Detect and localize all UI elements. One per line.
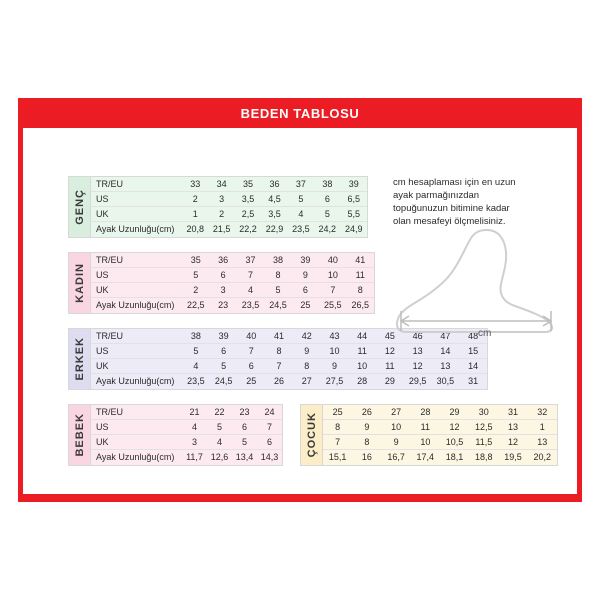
cell: 10 <box>411 435 440 450</box>
cell: 31 <box>498 405 527 420</box>
cell: 9 <box>321 359 349 374</box>
cell: 4 <box>182 359 210 374</box>
cell: 3,5 <box>235 192 261 207</box>
cell: 6 <box>292 283 319 298</box>
cell: 12 <box>498 435 527 450</box>
table-row <box>91 207 367 222</box>
table-row <box>91 450 282 465</box>
cell: 10 <box>348 359 376 374</box>
row-head: UK <box>91 435 182 450</box>
cell: 25 <box>300 300 311 310</box>
cell: 35 <box>235 177 261 192</box>
table-row <box>323 450 557 465</box>
cell: 11 <box>348 344 376 359</box>
cell: 12,5 <box>469 420 498 435</box>
cell: 7 <box>237 268 264 283</box>
cell: 23,5 <box>187 376 205 386</box>
cell: 11 <box>376 359 404 374</box>
cell: 6 <box>257 435 282 450</box>
cell: 3 <box>182 435 207 450</box>
cell: 2 <box>208 207 234 222</box>
cell: 38 <box>182 329 210 344</box>
cell: 32 <box>528 405 557 420</box>
cell: 25,5 <box>324 300 342 310</box>
page-title <box>23 98 577 128</box>
cell: 29 <box>384 376 395 386</box>
table-row <box>323 405 557 420</box>
cell: 29 <box>440 405 469 420</box>
size-chart-sheet <box>18 98 582 502</box>
table-row <box>91 268 374 283</box>
cell: 48 <box>459 329 487 344</box>
cell: 10 <box>321 344 349 359</box>
cell: 23 <box>218 300 229 310</box>
table-row <box>91 435 282 450</box>
table-row <box>91 177 367 192</box>
cell: 4 <box>182 420 207 435</box>
size-table-cocuk <box>300 404 558 466</box>
cell: 12 <box>376 344 404 359</box>
measurement-note: cm hesaplaması için en uzun ayak parmağınızdan topuğunuzun bitimine kadar olan mesafeyi ölçmelisiniz. <box>393 177 516 227</box>
cell: 39 <box>210 329 238 344</box>
size-table-cocuk-label <box>301 405 323 465</box>
cell: 8 <box>293 359 321 374</box>
cell: 8 <box>323 420 352 435</box>
cell: 38 <box>314 177 340 192</box>
cell: 12 <box>404 359 432 374</box>
cell: 4 <box>288 207 314 222</box>
cell: 17,4 <box>416 452 435 462</box>
cell: 13 <box>431 359 459 374</box>
table-row <box>323 435 557 450</box>
cell: 5 <box>210 359 238 374</box>
cell: 7 <box>237 344 265 359</box>
cell: 24,9 <box>345 224 363 234</box>
chart-content <box>23 128 577 494</box>
cell: 30 <box>469 405 498 420</box>
page-title-text: BEDEN TABLOSU <box>240 105 360 121</box>
cell: 31 <box>468 376 479 386</box>
cell: 21,5 <box>212 224 231 234</box>
cell: 5 <box>182 344 210 359</box>
row-head: TR/EU <box>91 253 182 268</box>
cell: 7 <box>323 435 352 450</box>
cell: 11 <box>347 268 374 283</box>
cell: 8 <box>264 268 291 283</box>
row-head: UK <box>91 207 182 222</box>
size-table-genc <box>68 176 368 238</box>
cell: 44 <box>348 329 376 344</box>
row-head: Ayak Uzunluğu(cm) <box>96 300 175 310</box>
cell: 24,2 <box>318 224 337 234</box>
size-table-cocuk-label-text: ÇOCUK <box>305 412 318 458</box>
size-table-kadin-grid <box>91 253 374 313</box>
cell: 5 <box>182 268 209 283</box>
table-row <box>91 283 374 298</box>
cell: 5 <box>314 207 340 222</box>
cell: 24,5 <box>269 300 287 310</box>
cell: 47 <box>431 329 459 344</box>
table-row <box>91 298 374 313</box>
table-row <box>91 374 487 389</box>
row-head: US <box>91 420 182 435</box>
row-head: Ayak Uzunluğu(cm) <box>96 452 175 462</box>
cell: 29,5 <box>408 376 427 386</box>
size-table-genc-label <box>69 177 91 237</box>
cell: 10 <box>381 420 410 435</box>
cell: 15,1 <box>328 452 347 462</box>
cell: 14,3 <box>260 452 279 462</box>
table-row <box>91 405 282 420</box>
cell: 5,5 <box>341 207 367 222</box>
size-table-bebek-grid <box>91 405 282 465</box>
cell: 34 <box>208 177 234 192</box>
cell: 10 <box>319 268 346 283</box>
cell: 6 <box>314 192 340 207</box>
row-head: TR/EU <box>91 177 182 192</box>
cell: 38 <box>264 253 291 268</box>
cell: 8 <box>265 344 293 359</box>
size-table-kadin-label-text: KADIN <box>73 263 86 303</box>
cell: 23,5 <box>241 300 260 310</box>
size-table-bebek <box>68 404 283 466</box>
cell: 8 <box>347 283 374 298</box>
cell: 36 <box>209 253 236 268</box>
size-table-erkek-label <box>69 329 91 389</box>
cell: 11,5 <box>469 435 498 450</box>
cell: 26,5 <box>351 300 370 310</box>
cell: 41 <box>265 329 293 344</box>
row-head: Ayak Uzunluğu(cm) <box>96 376 175 386</box>
table-row <box>91 192 367 207</box>
cell: 7 <box>257 420 282 435</box>
cell: 26 <box>352 405 381 420</box>
cell: 18,1 <box>445 452 464 462</box>
cell: 11 <box>411 420 440 435</box>
row-head: UK <box>91 359 182 374</box>
cell: 28 <box>411 405 440 420</box>
cell: 3 <box>209 283 236 298</box>
cell: 35 <box>182 253 209 268</box>
size-table-bebek-label <box>69 405 91 465</box>
cell: 6 <box>232 420 257 435</box>
row-head: Ayak Uzunluğu(cm) <box>96 224 175 234</box>
cell: 2 <box>182 283 209 298</box>
cell: 24 <box>257 405 282 420</box>
cell: 1 <box>182 207 208 222</box>
footer-bar <box>23 494 577 502</box>
cell: 22,5 <box>186 300 205 310</box>
cell: 4 <box>207 435 232 450</box>
cell: 46 <box>404 329 432 344</box>
cell: 21 <box>182 405 207 420</box>
cell: 12 <box>440 420 469 435</box>
cell: 43 <box>321 329 349 344</box>
cell: 14 <box>431 344 459 359</box>
cell: 16,7 <box>387 452 405 462</box>
cell: 39 <box>292 253 319 268</box>
cell: 25 <box>246 376 257 386</box>
cell: 40 <box>319 253 346 268</box>
table-row <box>91 359 487 374</box>
cell: 23,5 <box>292 224 310 234</box>
cell: 27 <box>301 376 312 386</box>
cell: 25 <box>323 405 352 420</box>
size-table-kadin-label <box>69 253 91 313</box>
cell: 4,5 <box>261 192 287 207</box>
cell: 33 <box>182 177 208 192</box>
size-table-bebek-label-text: BEBEK <box>73 413 86 457</box>
cell: 13,4 <box>235 452 254 462</box>
row-head: UK <box>91 283 182 298</box>
cell: 13 <box>498 420 527 435</box>
size-table-genc-grid <box>91 177 367 237</box>
size-table-kadin <box>68 252 375 314</box>
cell: 22,2 <box>239 224 257 234</box>
cell: 24,5 <box>214 376 233 386</box>
cell: 9 <box>381 435 410 450</box>
cell: 2,5 <box>235 207 261 222</box>
table-row <box>91 222 367 237</box>
cell: 5 <box>288 192 314 207</box>
cell: 8 <box>352 435 381 450</box>
cell: 6 <box>237 359 265 374</box>
cell: 6 <box>210 344 238 359</box>
cell: 3 <box>208 192 234 207</box>
row-head: US <box>91 192 182 207</box>
cell: 15 <box>459 344 487 359</box>
table-row <box>91 420 282 435</box>
cell: 4 <box>237 283 264 298</box>
row-head: TR/EU <box>91 329 182 344</box>
cell: 9 <box>293 344 321 359</box>
row-head: TR/EU <box>91 405 182 420</box>
cell: 20,8 <box>186 224 204 234</box>
cell: 45 <box>376 329 404 344</box>
cell: 12,6 <box>210 452 229 462</box>
cell: 23 <box>232 405 257 420</box>
cell: 5 <box>207 420 232 435</box>
size-table-erkek-label-text: ERKEK <box>73 337 86 381</box>
table-row <box>91 253 374 268</box>
cell: 14 <box>459 359 487 374</box>
cell: 1 <box>528 420 557 435</box>
cell: 16 <box>361 452 372 462</box>
cell: 6,5 <box>341 192 367 207</box>
cell: 2 <box>182 192 208 207</box>
cell: 7 <box>319 283 346 298</box>
size-table-genc-label-text: GENÇ <box>73 189 86 225</box>
cell: 5 <box>264 283 291 298</box>
cell: 20,2 <box>533 452 552 462</box>
cell: 37 <box>237 253 264 268</box>
size-table-cocuk-grid <box>323 405 557 465</box>
cell: 18,8 <box>475 452 493 462</box>
cell: 5 <box>232 435 257 450</box>
cell: 39 <box>341 177 367 192</box>
cell: 7 <box>265 359 293 374</box>
cell: 6 <box>209 268 236 283</box>
cell: 11,7 <box>186 452 203 462</box>
row-head: US <box>91 268 182 283</box>
cell: 13 <box>404 344 432 359</box>
cell: 9 <box>292 268 319 283</box>
cell: 27 <box>381 405 410 420</box>
cell: 9 <box>352 420 381 435</box>
measurement-unit-label: cm <box>478 328 492 339</box>
cell: 26 <box>274 376 285 386</box>
cell: 22,9 <box>265 224 284 234</box>
cell: 13 <box>528 435 557 450</box>
cell: 37 <box>288 177 314 192</box>
cell: 30,5 <box>436 376 455 386</box>
row-head: US <box>91 344 182 359</box>
cell: 28 <box>357 376 368 386</box>
cell: 41 <box>347 253 374 268</box>
cell: 36 <box>261 177 287 192</box>
cell: 19,5 <box>504 452 522 462</box>
cell: 22 <box>207 405 232 420</box>
cell: 27,5 <box>325 376 344 386</box>
table-row <box>323 420 557 435</box>
cell: 3,5 <box>261 207 287 222</box>
cell: 40 <box>237 329 265 344</box>
cell: 42 <box>293 329 321 344</box>
cell: 10,5 <box>440 435 469 450</box>
